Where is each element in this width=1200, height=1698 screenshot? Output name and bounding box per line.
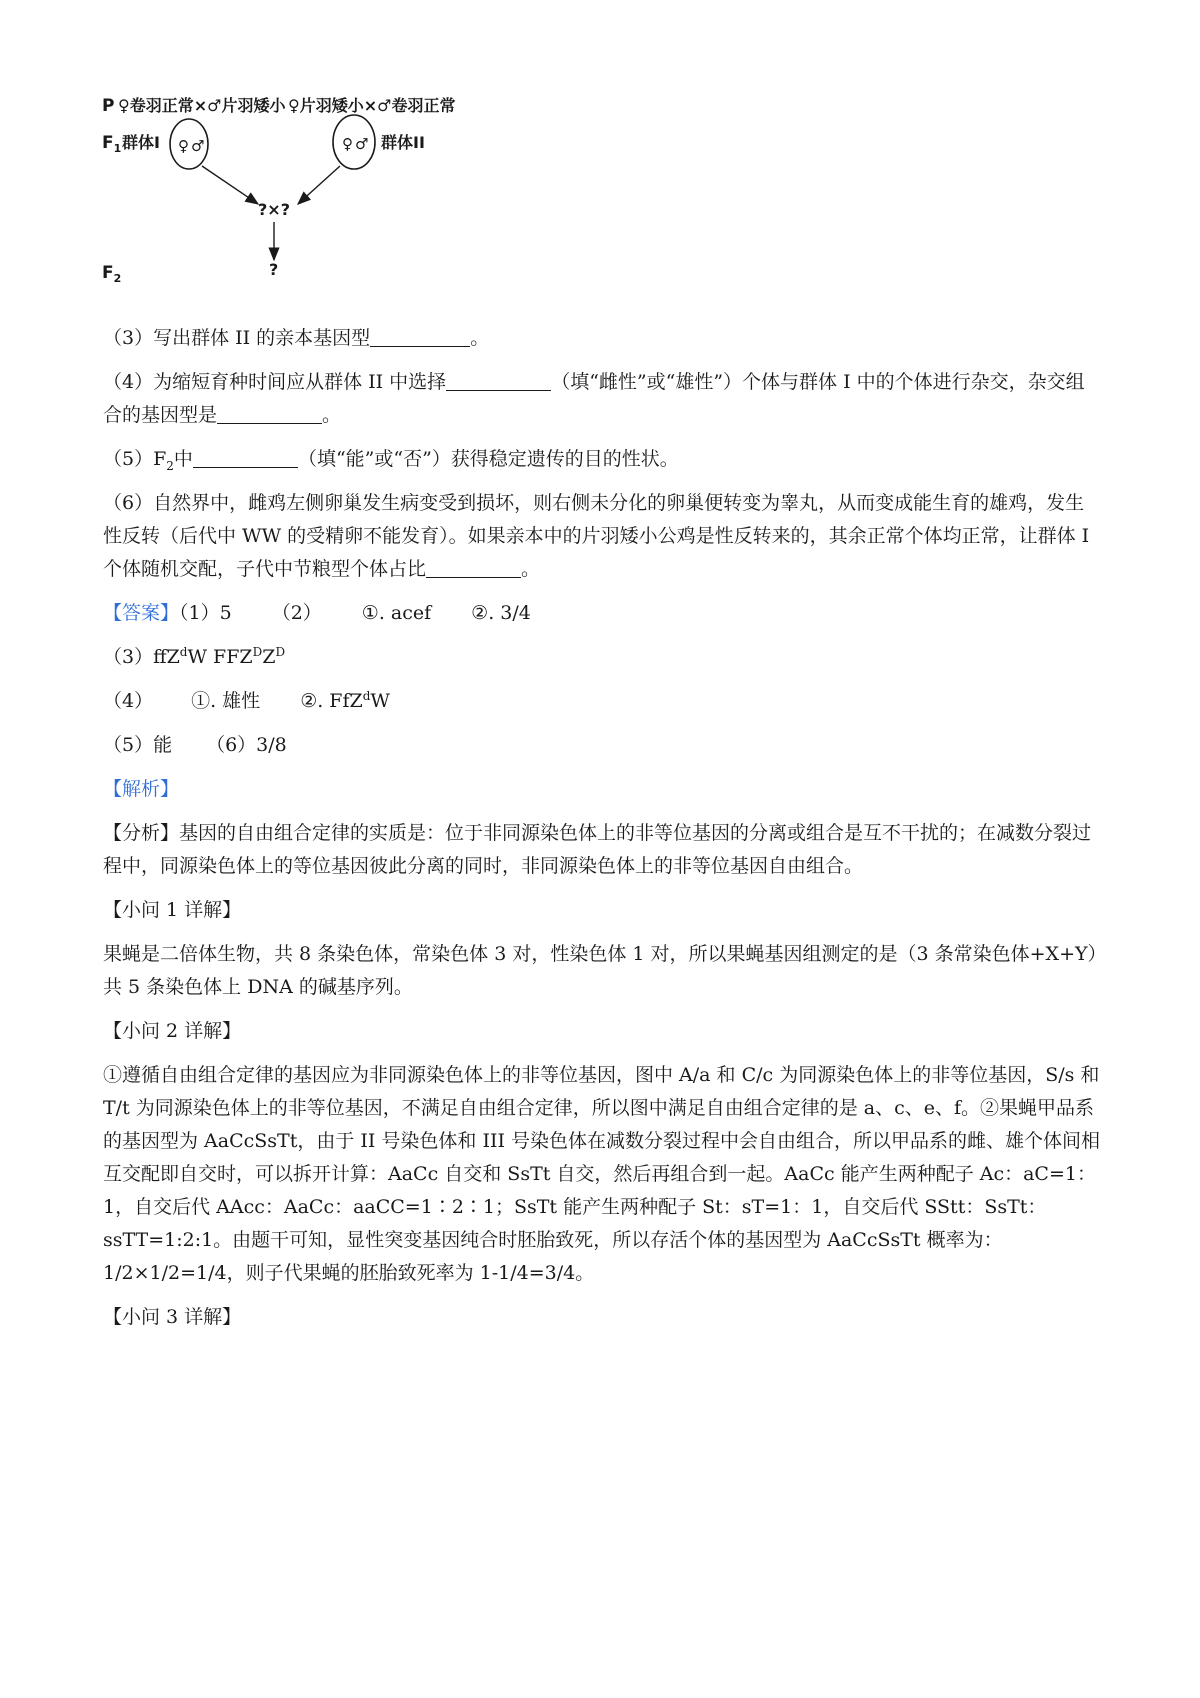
group2-ellipse [333,115,375,169]
group1-female-icon: ♀ [178,137,189,155]
cross-diagram [100,92,500,307]
answer-line-4: （4） ①. 雄性 ②. FfZ$^d$W [103,689,390,712]
arrow-left [202,166,258,204]
answer-blank [370,324,470,347]
answer-line-1: 【答案】（1）5 （2） ①. acef ②. 3/4 [103,602,531,624]
answer-blank [446,368,551,391]
answer-blank [426,555,521,578]
question-3: （3）写出群体 II 的亲本基因型 。 [103,322,1103,355]
analysis-fenxi: 【分析】基因的自由组合定律的实质是：位于非同源染色体上的非等位基因的分离或组合是互不干扰的；在减数分裂过程中，同源染色体上的等位基因彼此分离的同时，非同源染色体上的非等位基因自由组合。 [103,822,1092,877]
f2-label: $F_2$ [102,263,122,285]
answer-tag: 【答案】 [103,602,180,624]
group2-male-icon: ♂ [355,135,369,153]
answer-line-3: （3）ffZ$^d$W $FFZ^DZ^D$ [103,645,286,668]
question-4: （4）为缩短育种时间应从群体 II 中选择 （填“雌性”或“雄性”）个体与群体 I 中的个体进行杂交，杂交组合的基因型是 。 [103,366,1103,432]
detail-1: 果蝇是二倍体生物，共 8 条染色体，常染色体 3 对，性染色体 1 对，所以果蝇基因组测定的是（3 条常染色体+X+Y）共 5 条染色体上 DNA 的碱基序列。 [103,943,1098,998]
f1-label: $F_1$ [102,133,122,155]
cross-left: ♀卷羽正常×♂片羽矮小 [118,96,286,115]
group1-label: 群体I [122,133,160,152]
answer-blank [193,445,298,468]
sub-heading-3: 【小问 3 详解】 [103,1306,242,1328]
analysis-tag: 【解析】 [103,778,180,800]
cross-center: ?×? [258,200,290,219]
sub-heading-1: 【小问 1 详解】 [103,899,242,921]
answer-blank [217,401,322,424]
group2-female-icon: ♀ [342,135,353,153]
group1-male-icon: ♂ [191,137,205,155]
p-label: P [102,96,115,116]
group2-label: 群体II [381,133,425,152]
cross-right: ♀片羽矮小×♂卷羽正常 [288,96,456,115]
f2-result: ? [269,260,279,279]
question-6: （6）自然界中，雌鸡左侧卵巢发生病变受到损坏，则右侧未分化的卵巢便转变为睾丸，从而变成能生育的雄鸡，发生性反转（后代中 WW 的受精卵不能发育）。如果亲本中的片羽矮小公鸡是性反转来的，其余正常个体均正常，让群体 I 个体随机交配，子代中节粮型个体占比 。 [103,492,1090,580]
arrow-right [298,166,340,204]
sub-heading-2: 【小问 2 详解】 [103,1020,242,1042]
answer-line-5: （5）能 （6）3/8 [103,734,287,756]
question-5: $(5)F_2$中 （填“能”或“否”）获得稳定遗传的目的性状。 [103,443,1103,476]
content [103,322,1103,1345]
detail-2: ①遵循自由组合定律的基因应为非同源染色体上的非等位基因，图中 A/a 和 C/c 为同源染色体上的非等位基因，S/s 和 T/t 为同源染色体上的非等位基因，不满足自由组合定律，所以图中满足自由组合定律的是 a、c、e、f。②果蝇甲品系的基因型为 AaCcSsTt，由于 II 号染色体和 III 号染色体在减数分裂过程中会自由组合，所以甲品系的雌、雄个体间相互交配即自交时，可以拆开计算：AaCc 自交和 SsTt 自交，然后再组合到一起。AaCc 能产生两种配子 Ac：aC=1：1，自交后代 AAcc：AaCc：aaCC=1∶2∶1；SsTt 能产生两种配子 St：sT=1：1，自交后代 SStt：SsTt：ssTT=1:2:1。由题干可知，显性突变基因纯合时胚胎致死，所以存活个体的基因型为 AaCcSsTt 概率为：1/2×1/2=1/4，则子代果蝇的胚胎致死率为 1-1/4=3/4。 [103,1064,1101,1284]
